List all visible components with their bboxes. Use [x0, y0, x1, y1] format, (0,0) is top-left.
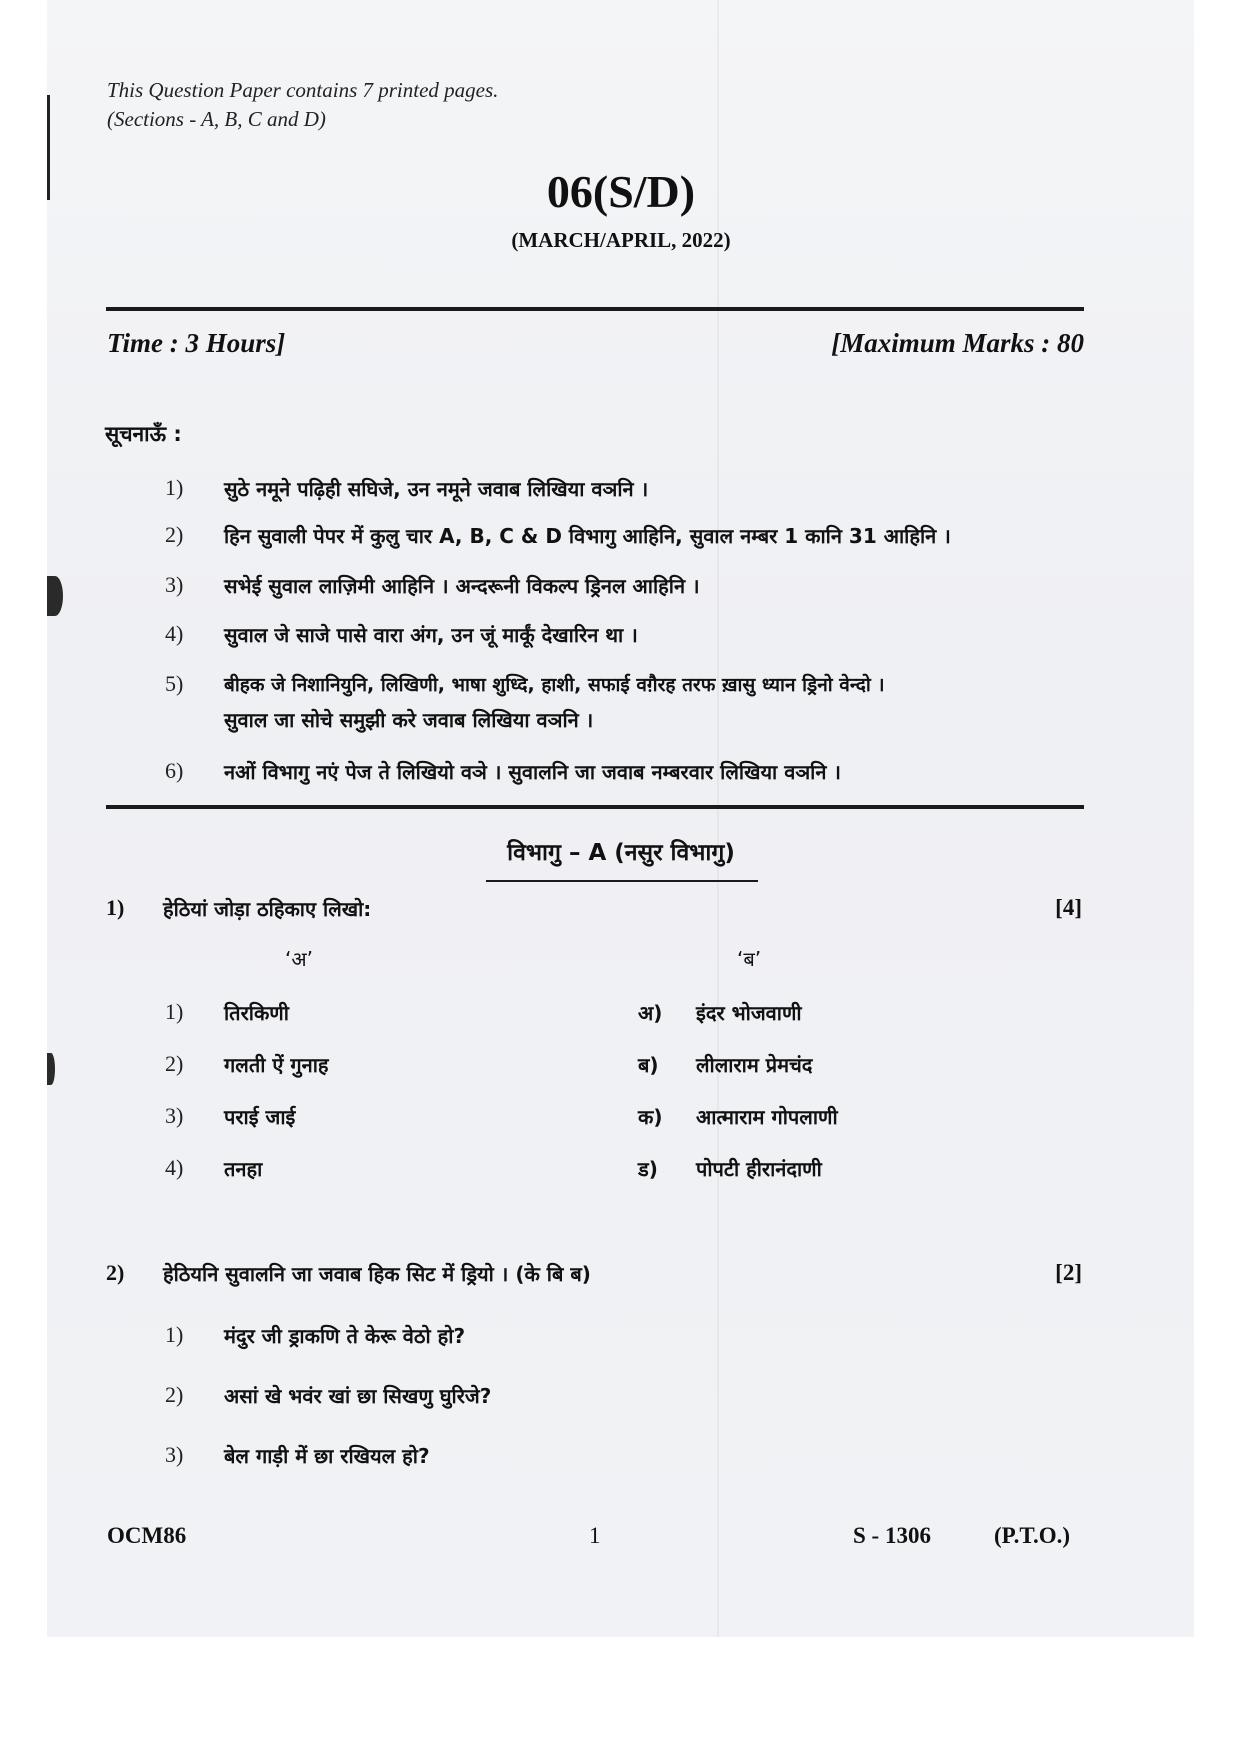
instruction-number: 5) [165, 671, 184, 696]
paper-code: 06(S/D) [546, 166, 696, 217]
exam-session: (MARCH/APRIL, 2022) [511, 228, 731, 252]
match-right-number: अ) [638, 1001, 663, 1025]
match-right-number: क) [638, 1105, 663, 1129]
question-marks: [4] [1055, 895, 1082, 920]
match-left-item: तनहा [224, 1157, 263, 1181]
maximum-marks: [Maximum Marks : 80 [831, 328, 1084, 358]
section-a-heading: विभागु – A (नसुर विभागु) [507, 840, 735, 866]
page-number: 1 [589, 1523, 601, 1548]
instructions-rule [106, 805, 1084, 809]
subquestion-number: 3) [165, 1442, 184, 1467]
match-right-number: ड) [638, 1157, 658, 1181]
subquestion-text: बेल गाड़ी में छा रखियल हो? [224, 1444, 430, 1468]
subquestion-text: मंदुर जी ड्राकणि ते केरू वेठो हो? [224, 1324, 466, 1348]
match-left-number: 1) [165, 999, 184, 1024]
match-left-item: गलती ऐं गुनाह [224, 1053, 329, 1077]
match-right-item: आत्माराम गोपलाणी [696, 1105, 838, 1129]
instruction-text: सुठे नमूने पढ़िही सघिजे, उन नमूने जवाब लिखिया वञनि । [224, 477, 649, 501]
instruction-text: बीहक जे निशानियुनि, लिखिणी, भाषा शुध्दि, हाशी, सफाई वग़ैरह तरफ ख़ासु ध्यान ड्रिनो वेन्दो । [224, 674, 885, 696]
section-heading-underline [486, 880, 758, 882]
subquestion-text: असां खे भवंर खां छा सिखणु घुरिजे? [224, 1384, 492, 1408]
match-left-number: 2) [165, 1051, 184, 1076]
match-right-number: ब) [638, 1053, 659, 1077]
punch-hole-mark [47, 576, 63, 616]
match-left-number: 4) [165, 1155, 184, 1180]
match-left-number: 3) [165, 1103, 184, 1128]
match-right-item: लीलाराम प्रेमचंद [696, 1053, 813, 1077]
question-number: 2) [106, 1260, 125, 1285]
match-left-item: तिरकिणी [224, 1001, 289, 1025]
match-right-item: इंदर भोजवाणी [696, 1001, 802, 1025]
question-marks: [2] [1055, 1260, 1082, 1285]
instruction-text: सुवाल जे साजे पासे वारा अंग, उन जूं मार्कूं देखारिन था । [224, 623, 638, 647]
instructions-heading: सूचनाऊँ : [105, 422, 182, 446]
question-text: हेठियां जोड़ा ठहिकाए लिखो: [163, 897, 372, 921]
sections-note: (Sections - A, B, C and D) [107, 107, 326, 131]
punch-hole-mark [47, 1053, 55, 1085]
footer-code: OCM86 [107, 1523, 187, 1548]
instruction-text: नओं विभागु नएं पेज ते लिखियो वञे । सुवालनि जा जवाब नम्बरवार लिखिया वञनि । [224, 760, 841, 784]
subquestion-number: 2) [165, 1382, 184, 1407]
instruction-number: 4) [165, 621, 184, 646]
instruction-text-continued: सुवाल जा सोचे समुझी करे जवाब लिखिया वञनि । [224, 708, 594, 732]
instruction-text: हिन सुवाली पेपर में कुलु चार A, B, C & D विभागु आहिनि, सुवाल नम्बर 1 कानि 31 आहिनि । [224, 524, 951, 548]
instruction-number: 1) [165, 475, 184, 500]
question-text: हेठियनि सुवालनि जा जवाब हिक सिट में ड्रियो । (के बि ब) [163, 1262, 591, 1286]
match-left-item: पराई जाई [224, 1105, 296, 1129]
pages-note: This Question Paper contains 7 printed pages. [107, 78, 499, 102]
subquestion-number: 1) [165, 1322, 184, 1347]
time-allowed: Time : 3 Hours] [107, 328, 286, 358]
instruction-number: 3) [165, 572, 184, 597]
serial-number: S - 1306 [853, 1523, 931, 1548]
question-number: 1) [106, 895, 125, 920]
column-a-label: ‘अ’ [285, 947, 313, 971]
column-b-label: ‘ब’ [737, 947, 762, 971]
pto-label: (P.T.O.) [994, 1523, 1071, 1548]
instruction-number: 6) [165, 758, 184, 783]
instruction-number: 2) [165, 522, 184, 547]
instruction-text: सभेई सुवाल लाज़िमी आहिनि । अन्दरूनी विकल्प ड्रिनल आहिनि । [224, 574, 700, 598]
header-rule [106, 307, 1084, 311]
match-right-item: पोपटी हीरानंदाणी [696, 1157, 822, 1181]
